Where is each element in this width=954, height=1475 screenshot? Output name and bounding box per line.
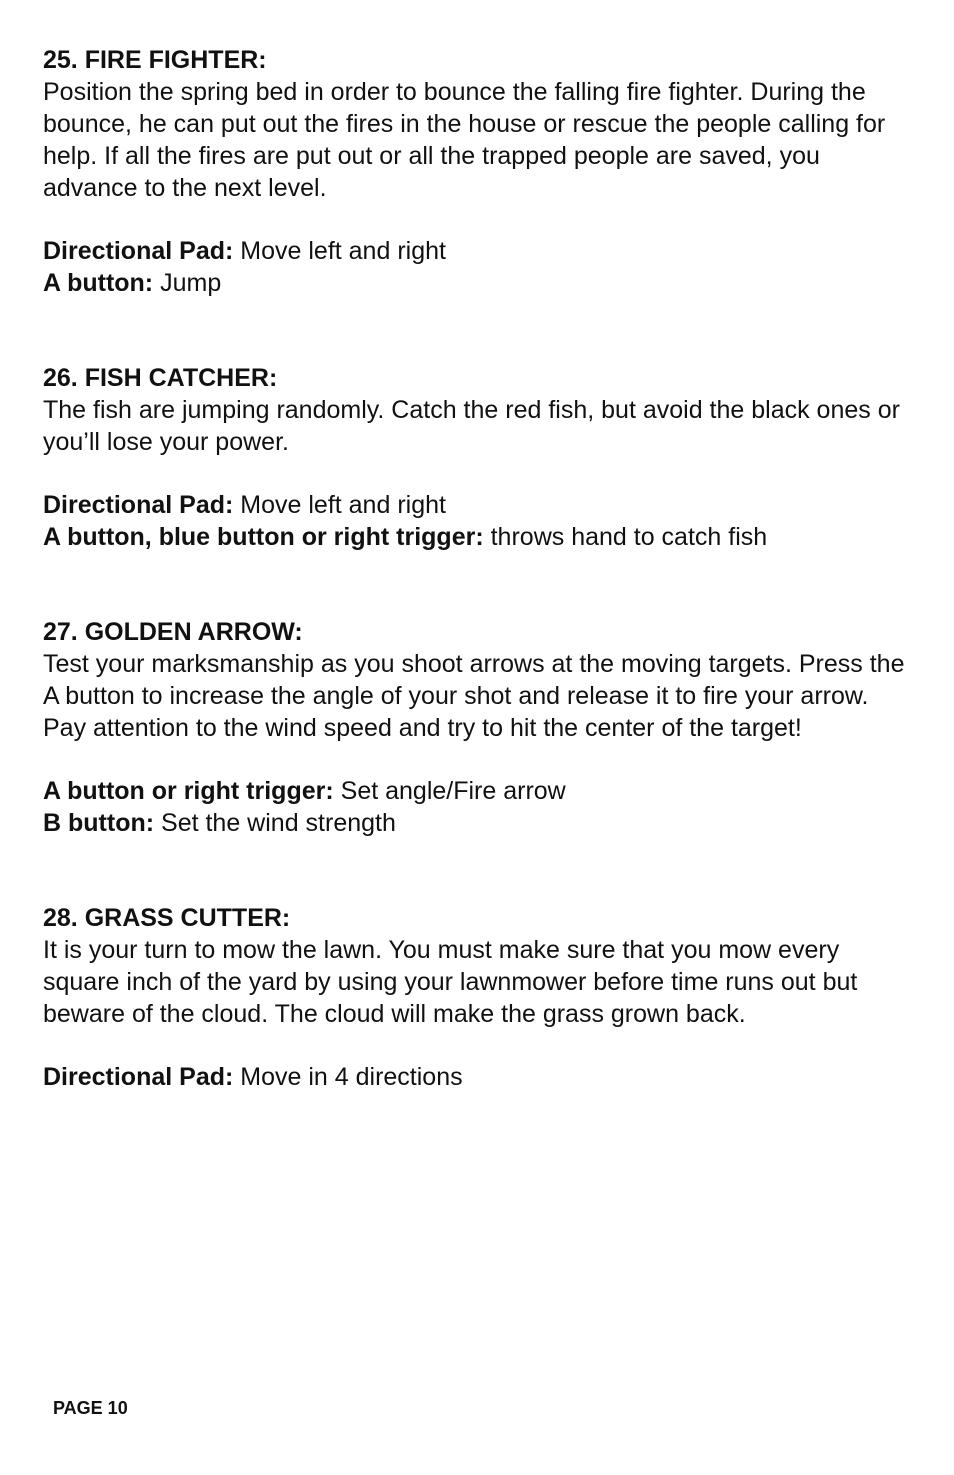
control-line: [43, 775, 913, 807]
control-line: [43, 521, 913, 553]
game-section-fish-catcher: [43, 362, 913, 553]
controls-list: [43, 489, 913, 553]
control-key: B button:: [43, 809, 155, 837]
control-key: A button or right trigger:: [43, 777, 334, 805]
game-description: It is your turn to mow the lawn. You must make sure that you mow every square inch of the yard by using your lawnmower before time runs out but beware of the cloud. The cloud will make the grass grown back.: [43, 936, 858, 1028]
control-key: Directional Pad:: [43, 491, 234, 519]
control-key: A button, blue button or right trigger:: [43, 523, 484, 551]
page-number: PAGE 10: [53, 1398, 128, 1418]
control-action: throws hand to catch fish: [490, 523, 768, 551]
controls-list: [43, 775, 913, 839]
game-description: Test your marksmanship as you shoot arrows at the moving targets. Press the A button to increase the angle of your shot and release it to fire your arrow. Pay attention to the wind speed and try to hit the center of the target!: [43, 650, 905, 742]
controls-list: [43, 1061, 913, 1093]
control-action: Move left and right: [240, 237, 446, 265]
game-section-golden-arrow: [43, 616, 913, 839]
control-line: [43, 807, 913, 839]
control-key: Directional Pad:: [43, 237, 234, 265]
manual-page: [43, 44, 913, 1156]
control-line: [43, 267, 913, 299]
control-key: Directional Pad:: [43, 1063, 234, 1091]
control-key: A button:: [43, 269, 154, 297]
game-description: The fish are jumping randomly. Catch the red fish, but avoid the black ones or you’ll lose your power.: [43, 396, 900, 456]
game-description: Position the spring bed in order to bounce the falling fire fighter. During the bounce, he can put out the fires in the house or rescue the people calling for help. If all the fires are put out or all the trapped people are saved, you advance to the next level.: [43, 78, 886, 202]
control-action: Set angle/Fire arrow: [340, 777, 566, 805]
game-title: 26. FISH CATCHER:: [43, 364, 278, 392]
game-title: 25. FIRE FIGHTER:: [43, 46, 267, 74]
game-section-grass-cutter: [43, 902, 913, 1093]
control-line: [43, 1061, 913, 1093]
game-title: 28. GRASS CUTTER:: [43, 904, 291, 932]
game-section-fire-fighter: [43, 44, 913, 299]
control-action: Jump: [160, 269, 222, 297]
game-title: 27. GOLDEN ARROW:: [43, 618, 303, 646]
controls-list: [43, 235, 913, 299]
control-action: Set the wind strength: [161, 809, 396, 837]
control-action: Move left and right: [240, 491, 446, 519]
control-line: [43, 235, 913, 267]
control-action: Move in 4 directions: [240, 1063, 463, 1091]
control-line: [43, 489, 913, 521]
